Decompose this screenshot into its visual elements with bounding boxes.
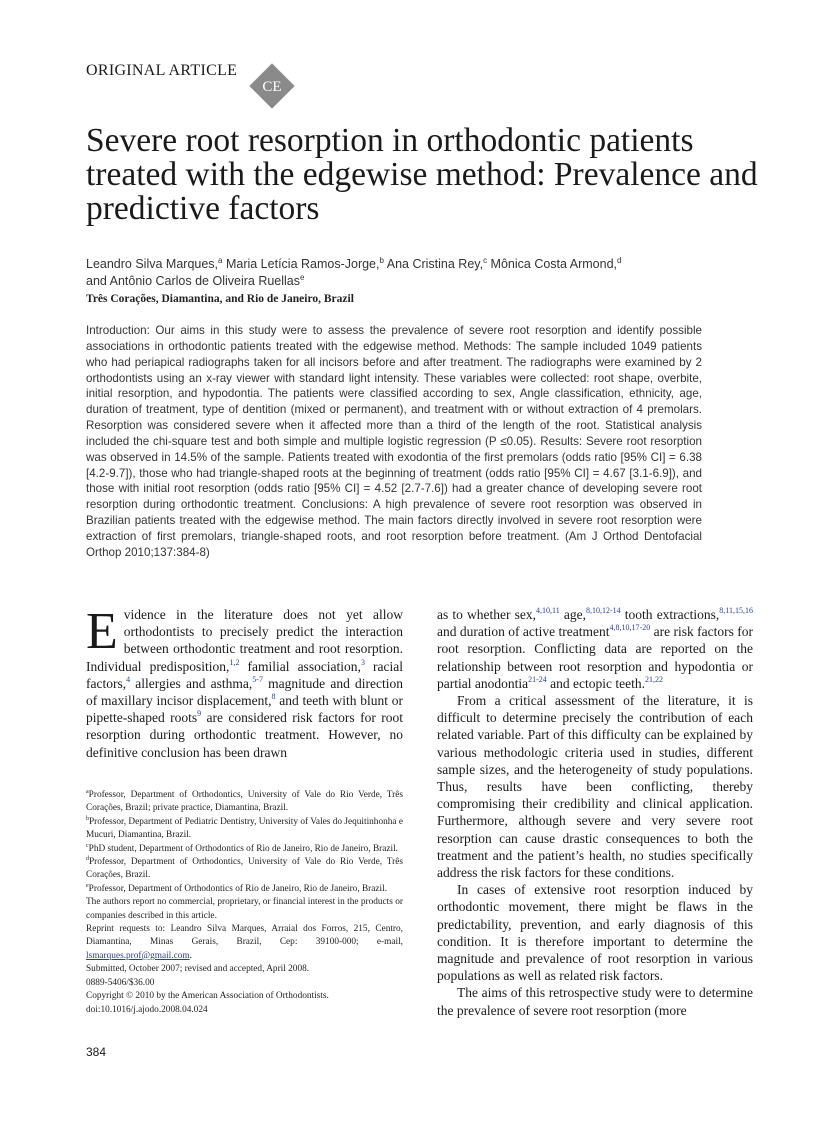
body-text: are risk factors for root resorption. Conflicting data are reported on the relationship between root resorption and hypodontia or partial anodontia [437, 624, 753, 691]
citation-ref[interactable]: 1,2 [229, 657, 240, 667]
author-affiliation-mark: a [218, 256, 223, 265]
author-affiliation-mark: b [379, 256, 384, 265]
body-paragraph: In cases of extensive root resorption induced by orthodontic movement, there might be flaws in the predictability, prevention, and early diagnosis of this condition. It is therefore important to determine the magnitude and prevalence of root resorption in various populations as well as related risk factors. [437, 882, 753, 984]
reprint-text: . [189, 950, 192, 961]
body-text: and ectopic teeth. [546, 675, 645, 691]
article-title: Severe root resorption in orthodontic patients treated with the edgewise method: Prevalence and predictive factors [86, 122, 758, 227]
reprint-text: Reprint requests to: Leandro Silva Marques, Arraial dos Forros, 215, Centro, Diamantina, Minas Gerais, Brazil, Cep: 39100-000; e-mail, [86, 924, 403, 948]
footnote-text: PhD student, Department of Orthodontics of Rio de Janeiro, Rio de Janeiro, Brazil. [88, 843, 398, 854]
citation-ref[interactable]: 8,11,15,16 [719, 606, 753, 615]
body-text: are considered risk factors for root resorption during orthodontic treatment. However, no definitive conclusion has been drawn [86, 710, 403, 760]
body-text: tooth extractions, [620, 607, 720, 622]
body-paragraph [86, 603, 403, 761]
citation-ref[interactable]: 4,10,11 [536, 606, 560, 615]
footnote-text: Professor, Department of Pediatric Dentistry, University of Vales do Jequitinhonha e Mucuri, Diamantina, Brazil. [86, 816, 403, 841]
issn: 0889-5406/$36.00 [86, 977, 155, 988]
body-text: and duration of active treatment [437, 624, 610, 640]
author-name: Mônica Costa Armond, [487, 257, 617, 271]
author-affiliation-mark: c [483, 256, 488, 265]
footnote-mark: c [86, 842, 89, 849]
footnote-text: Professor, Department of Orthodontics of Rio de Janeiro, Rio de Janeiro, Brazil. [88, 883, 388, 894]
ce-badge-text: CE [262, 79, 282, 95]
abstract: Introduction: Our aims in this study were to assess the prevalence of severe root resorption and identify possible associations in orthodontic patients treated with the edgewise method. Methods: The sample included 1049 patients who had periapical radiographs taken for all incisors before and after treatment. The radiographs were examined by 2 orthodontists using an x-ray viewer with standard light intensity. These variables were collected: root shape, overbite, initial resorption, and hypodontia. The patients were classified according to sex, Angle classification, ethnicity, age, duration of treatment, type of dentition (mixed or permanent), and treatment with or without extraction of 4 premolars. Resorption was considered severe when it affected more than a third of the length of the root. Statistical analysis included the chi-square test and both simple and multiple logistic regression (P ≤0.05). Results: Severe root resorption was observed in 14.5% of the sample. Patients treated with exodontia of the first premolars (odds ratio [95% CI] = 6.38 [4.2-9.7]), those who had triangle-shaped roots at the beginning of treatment (odds ratio [95% CI] = 4.67 [3.1-6.9]), and those with initial root resorption (odds ratio [95% CI] = 4.52 [2.7-7.6]) had a greater chance of developing severe root resorption during orthodontic treatment. Conclusions: A high prevalence of severe root resorption was observed in Brazilian patients treated with the edgewise method. The main factors directly involved in severe root resorption were extraction of first premolars, triangle-shaped roots, and root resorption before treatment. (Am J Orthod Dentofacial Orthop 2010;137:384-8) [86, 324, 702, 559]
body-paragraph: From a critical assessment of the literature, it is difficult to determine precisely the contribution of each related variable. Part of this difficulty can be explained by various methodologic criteria used in studies, different sample sizes, and the heterogeneity of study populations. Thus, results have been conflicting, thereby compromising their credibility and clinical application. Furthermore, although severe and very severe root resorption can cause drastic consequences to both the treatment and the patient’s health, no studies specifically address the risk factors for these conditions. [437, 693, 753, 881]
footnote [86, 856, 403, 883]
citation-ref[interactable]: 8,10,12-14 [585, 606, 621, 615]
author-name: and Antônio Carlos de Oliveira Ruellas [86, 274, 301, 288]
footnote-mark: d [86, 856, 89, 863]
citation-ref[interactable]: 5-7 [252, 674, 263, 684]
section-label: ORIGINAL ARTICLE [86, 62, 238, 79]
author-name: Ana Cristina Rey, [383, 257, 484, 271]
author-affiliation-mark: d [617, 256, 622, 265]
citation-ref[interactable]: 8 [271, 692, 276, 702]
body-column-right [437, 606, 753, 1019]
footnote-mark: b [86, 815, 89, 822]
footnotes [86, 789, 403, 1017]
body-text: magnitude and direction of maxillary incisor displacement, [86, 675, 403, 709]
footnote-mark: e [86, 882, 89, 889]
footnote-mark: a [86, 789, 89, 795]
author-name: Leandro Silva Marques, [86, 257, 219, 271]
footnote [86, 883, 403, 896]
body-text: as to whether sex, [437, 607, 537, 622]
citation-ref[interactable]: 21-24 [528, 674, 547, 684]
body-text: and teeth with blunt or pipette-shaped roots [86, 693, 403, 726]
disclosure-note: The authors report no commercial, proprietary, or financial interest in the products or companies described in this article. [86, 897, 403, 921]
doi: doi:10.1016/j.ajodo.2008.04.024 [86, 1004, 208, 1015]
page-number: 384 [86, 1045, 107, 1059]
body-paragraph [437, 606, 753, 692]
body-text: familial association, [239, 658, 361, 674]
drop-cap: E [86, 603, 118, 660]
footnote [86, 789, 403, 816]
body-text: racial factors, [86, 658, 403, 691]
citation-ref[interactable]: 4 [126, 674, 131, 684]
author-affiliation-mark: e [300, 273, 305, 282]
affiliation-locations: Três Corações, Diamantina, and Rio de Janeiro, Brazil [86, 293, 354, 305]
footnote [86, 816, 403, 843]
citation-ref[interactable]: 4,8,10,17-20 [609, 623, 651, 633]
citation-ref[interactable]: 3 [360, 657, 365, 667]
author-name: Maria Letícia Ramos-Jorge, [222, 257, 380, 271]
footnote-text: Professor, Department of Orthodontics, University of Vale do Rio Verde, Três Corações, Brazil. [86, 857, 403, 881]
body-text: vidence in the literature does not yet allow orthodontists to precisely predict the interaction between orthodontic treatment and root resorption. Individual predisposition, [86, 607, 403, 674]
author-list [86, 256, 766, 290]
ce-badge-logo [246, 60, 298, 112]
citation-ref[interactable]: 9 [197, 709, 202, 719]
footnote-text: Professor, Department of Orthodontics, University of Vale do Rio Verde, Três Corações, Brazil; private practice, Diamantina, Brazil. [86, 790, 403, 814]
body-paragraph: The aims of this retrospective study were to determine the prevalence of severe root resorption (more [437, 985, 753, 1018]
body-text: allergies and asthma, [130, 675, 253, 691]
footnote [86, 843, 403, 856]
body-text: age, [559, 607, 586, 622]
submission-dates: Submitted, October 2007; revised and accepted, April 2008. [86, 964, 310, 975]
body-column-left [86, 603, 403, 761]
email-link[interactable]: lsmarques.prof@gmail.com [86, 950, 190, 961]
citation-ref[interactable]: 21,22 [644, 674, 663, 684]
copyright-notice: Copyright © 2010 by the American Association of Orthodontists. [86, 991, 329, 1002]
reprint-request [86, 923, 403, 963]
